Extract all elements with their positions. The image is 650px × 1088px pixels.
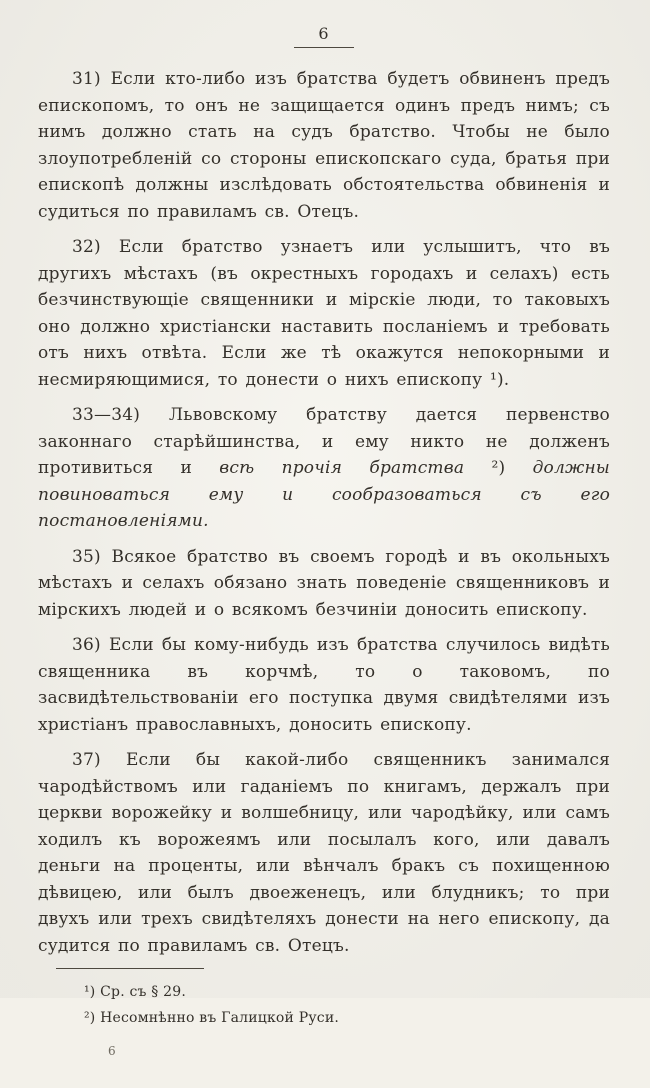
page-header — [38, 24, 610, 48]
paragraph-35-text: 35) Всякое братство въ своемъ городѣ и въ окольныхъ мѣстахъ и селахъ обязано знать поведеніе священниковъ и мірскихъ людей и о всякомъ безчиніи доносить епископу. — [38, 546, 610, 620]
paragraph-37 — [38, 747, 610, 959]
footnote-1: ¹) Ср. съ § 29. — [84, 984, 187, 1000]
paragraph-37-text: 37) Если бы какой-либо священникъ занимался чародѣйствомъ или гаданіемъ по книгамъ, держалъ при церкви ворожейку и волшебницу, или чародѣйку, или самъ ходилъ къ ворожеямъ или посылалъ кого, или давалъ деньги на проценты, или вѣнчалъ бракъ съ похищенною дѣвицею, или былъ двоеженецъ, или блудникъ; то при двухъ или трехъ свидѣтеляхъ донести на него епископу, да судится по правиламъ св. Отецъ. — [38, 750, 610, 956]
paragraph-33-34-text-1: 33—34) Львовскому братству дается первенство законнаго старѣйшинства, и ему никто не долженъ противиться и — [38, 405, 610, 478]
paragraph-35 — [38, 544, 610, 624]
paragraph-31 — [38, 66, 610, 225]
paragraph-32 — [38, 234, 610, 393]
footnote-divider-rule — [56, 968, 204, 969]
paragraph-32-text: 32) Если братство узнаетъ или услышитъ, что въ другихъ мѣстахъ (въ окрестныхъ городахъ и селахъ) есть безчинствующіе священники и мірскіе люди, то таковыхъ оно должно христіански наставить посланіемъ и требовать отъ нихъ отвѣта. Если же тѣ окажутся непокорными и несмиряющимися, то донести о нихъ епископу ¹). — [38, 237, 610, 390]
paragraph-33-34-italic-2: должны повиноваться ему и сообразоваться съ его постановленіями. — [38, 458, 610, 531]
paragraph-33-34-italic-1: всѣ прочія братства — [219, 458, 465, 478]
paragraph-36-text: 36) Если бы кому-нибудь изъ братства случилось видѣть священника въ корчмѣ, то о таковомъ, по засвидѣтельствованіи его поступка двумя свидѣтелями изъ христіанъ православныхъ, доносить епископу. — [38, 635, 610, 735]
paragraph-33-34-footnote-marker: ²) — [464, 458, 533, 478]
paragraph-36 — [38, 632, 610, 738]
paragraph-31-text: 31) Если кто-либо изъ братства будетъ обвиненъ предъ епископомъ, то онъ не защищается одинъ предъ нимъ; съ нимъ должно стать на судъ братство. Чтобы не было злоупотребленій со стороны епископскаго суда, братья при епископѣ должны изслѣдовать обстоятельства обвиненія и судиться по правиламъ св. Отецъ. — [38, 69, 610, 222]
footnotes-section — [38, 968, 610, 1088]
paragraph-33-34 — [38, 402, 610, 535]
footnote-2: ²) Несомнѣнно въ Галицкой Руси. — [84, 1010, 340, 1026]
printer-signature-mark: 6 — [108, 1044, 116, 1058]
page-number: 6 — [294, 24, 353, 48]
page-body — [38, 66, 610, 968]
